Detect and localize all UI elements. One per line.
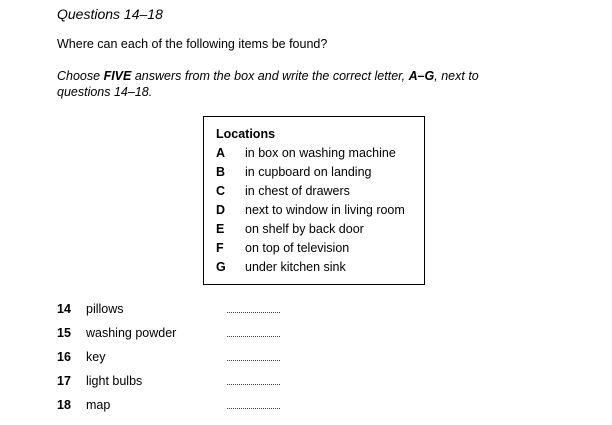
question-item: map bbox=[86, 398, 111, 412]
answer-blank[interactable] bbox=[227, 336, 280, 337]
question-number: 17 bbox=[57, 374, 71, 388]
answer-blank[interactable] bbox=[227, 384, 280, 385]
option-text: under kitchen sink bbox=[245, 260, 346, 274]
locations-title: Locations bbox=[216, 127, 276, 141]
answer-blank[interactable] bbox=[227, 408, 280, 409]
option-text: in chest of drawers bbox=[245, 184, 350, 198]
option-text: next to window in living room bbox=[245, 203, 405, 217]
option-letter: C bbox=[216, 184, 226, 198]
question-number: 14 bbox=[57, 302, 71, 316]
question-item: washing powder bbox=[86, 326, 177, 340]
answer-blank[interactable] bbox=[227, 360, 280, 361]
question-item: pillows bbox=[86, 302, 124, 316]
option-letter: B bbox=[216, 165, 226, 179]
section-title: Questions 14–18 bbox=[57, 6, 163, 22]
instr-text-line2: questions 14–18. bbox=[57, 85, 153, 99]
option-text: on shelf by back door bbox=[245, 222, 364, 236]
option-letter: E bbox=[216, 222, 225, 236]
instr-text: answers from the box and write the correct letter, bbox=[131, 69, 409, 83]
instr-text: , next to bbox=[434, 69, 479, 83]
option-letter: F bbox=[216, 241, 224, 255]
option-text: on top of television bbox=[245, 241, 350, 255]
instr-text: Choose bbox=[57, 69, 104, 83]
question-number: 18 bbox=[57, 398, 71, 412]
option-text: in box on washing machine bbox=[245, 146, 396, 160]
question-number: 15 bbox=[57, 326, 71, 340]
locations-box bbox=[203, 116, 425, 285]
option-text: in cupboard on landing bbox=[245, 165, 372, 179]
option-letter: D bbox=[216, 203, 226, 217]
question-prompt: Where can each of the following items be found? bbox=[57, 37, 328, 51]
option-letter: G bbox=[216, 260, 226, 274]
question-item: light bulbs bbox=[86, 374, 143, 388]
option-letter: A bbox=[216, 146, 226, 160]
question-number: 16 bbox=[57, 350, 71, 364]
instructions bbox=[57, 68, 479, 100]
answer-blank[interactable] bbox=[227, 312, 280, 313]
instr-bold-five: FIVE bbox=[103, 69, 132, 83]
instr-bold-range: A–G bbox=[408, 69, 435, 83]
question-item: key bbox=[86, 350, 106, 364]
